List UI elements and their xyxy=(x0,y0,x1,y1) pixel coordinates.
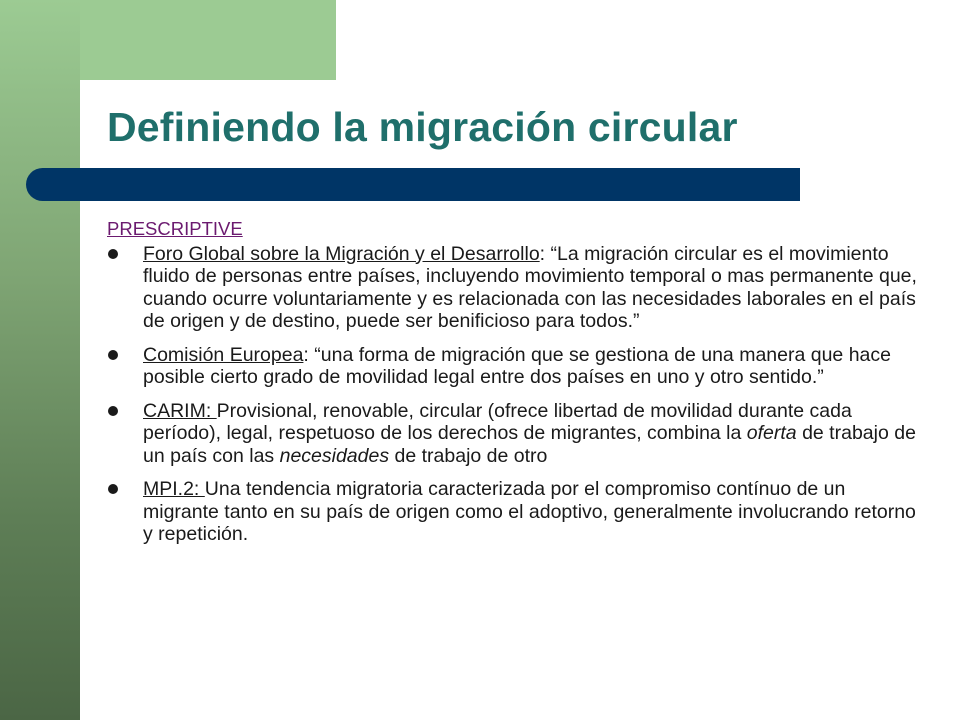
source-link-mpi[interactable]: MPI.2: xyxy=(143,478,205,500)
item-text-part: de trabajo de otro xyxy=(389,444,548,467)
bullet-list xyxy=(107,243,917,546)
item-text-part: Provisional, renovable, circular (ofrece libertad de movilidad durante cada período), legal, respetuoso de los derechos de migrantes, combina la xyxy=(143,399,852,444)
list-item xyxy=(107,478,917,546)
item-separator: : xyxy=(539,242,551,265)
source-link-carim[interactable]: CARIM: xyxy=(143,399,217,422)
bullet-icon xyxy=(108,350,118,360)
bullet-icon xyxy=(108,484,118,494)
list-item xyxy=(107,243,917,333)
item-text: “La migración circular es el movimiento fluido de personas entre países, incluyendo movimiento temporal o mas permanente que, cuando ocurre voluntariamente y es relacionada con las necesidades laborales en el país de origen y de destino, puede ser benificioso para todos.” xyxy=(143,242,917,332)
left-decor-strip xyxy=(0,0,80,720)
slide-body xyxy=(107,218,917,557)
list-item xyxy=(107,400,917,468)
bullet-icon xyxy=(108,249,118,259)
title-underline-bar xyxy=(26,168,800,201)
top-decor-block xyxy=(80,0,336,80)
item-emphasis-necesidades: necesidades xyxy=(279,444,390,467)
section-link-prescriptive[interactable]: PRESCRIPTIVE xyxy=(107,218,243,239)
list-item xyxy=(107,344,917,389)
source-link-foro-global[interactable]: Foro Global sobre la Migración y el Desarrollo xyxy=(143,242,540,265)
item-text: Una tendencia migratoria caracterizada por el compromiso contínuo de un migrante tanto en su país de origen como el adoptivo, generalmente involucrando retorno y repetición. xyxy=(143,478,916,545)
source-link-comision-europea[interactable]: Comisión Europea xyxy=(143,343,304,366)
item-text: “una forma de migración que se gestiona de una manera que hace posible cierto grado de movilidad legal entre dos países en uno y otro sentido.” xyxy=(143,343,891,388)
item-emphasis-oferta: oferta xyxy=(746,422,797,444)
bullet-icon xyxy=(108,406,118,416)
item-text-part: de trabajo de un país con las xyxy=(143,422,916,467)
slide-title: Definiendo la migración circular xyxy=(107,104,738,150)
item-separator: : xyxy=(303,343,315,366)
